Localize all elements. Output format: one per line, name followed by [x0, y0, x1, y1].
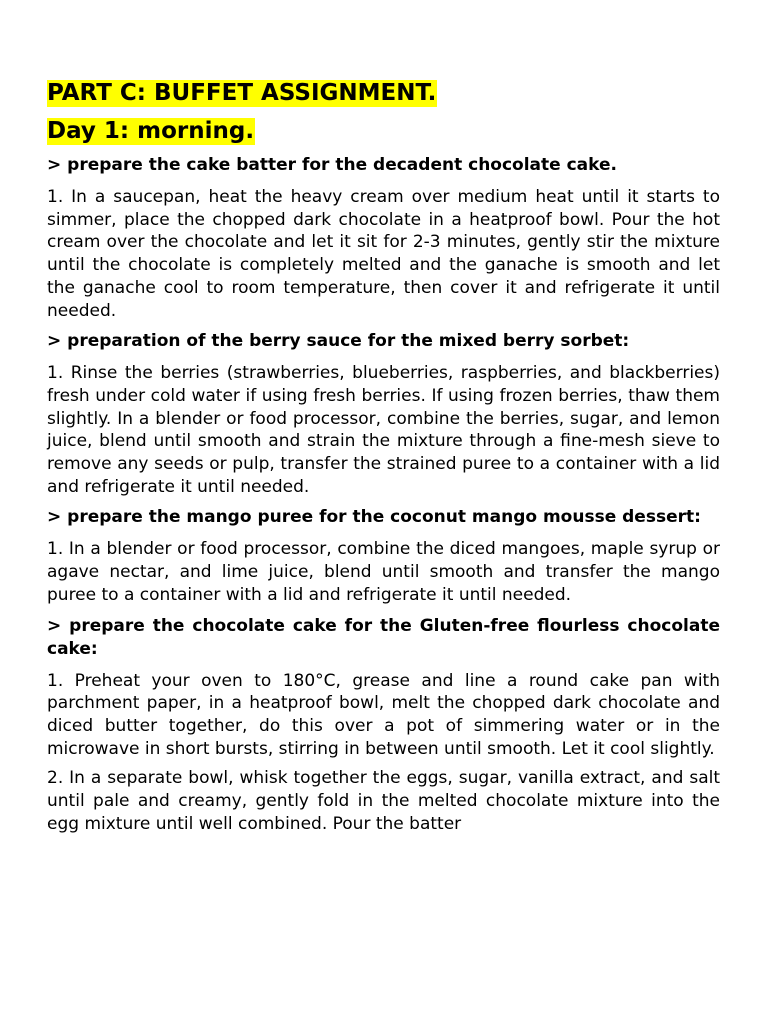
- section-heading-cake-batter: > prepare the cake batter for the decadent chocolate cake.: [47, 155, 617, 175]
- section-heading-chocolate-cake: > prepare the chocolate cake for the Gluten-free flourless chocolate cake:: [47, 615, 720, 659]
- document-title: [47, 76, 720, 110]
- section-heading-mango-puree: > prepare the mango puree for the coconut mango mousse dessert:: [47, 507, 701, 528]
- mango-puree-step-1: 1. In a blender or food processor, combine the diced mangoes, maple syrup or agave nectar, and lime juice, blend until smooth and transfer the mango puree to a container with a lid and refrigerate it until needed.: [47, 539, 720, 605]
- day-heading: [47, 114, 720, 148]
- section-heading-berry-sauce: > preparation of the berry sauce for the mixed berry sorbet:: [47, 331, 630, 352]
- document-page: [47, 76, 720, 835]
- document-title-text: PART C: BUFFET ASSIGNMENT.: [47, 80, 437, 106]
- chocolate-cake-step-1: 1. Preheat your oven to 180°C, grease and line a round cake pan with parchment paper, in a heatproof bowl, melt the chopped dark chocolate and diced butter together, do this over a pot of simmering water or in the microwave in short bursts, stirring in between until smooth. Let it cool slightly.: [47, 670, 720, 759]
- cake-batter-step-1: 1. In a saucepan, heat the heavy cream over medium heat until it starts to simmer, place the chopped dark chocolate in a heatproof bowl. Pour the hot cream over the chocolate and let it sit for 2-3 minutes, gently stir the mixture until the chocolate is completely melted and the ganache is smooth and let the ganache cool to room temperature, then cover it and refrigerate it until needed.: [47, 187, 720, 321]
- chocolate-cake-step-2: 2. In a separate bowl, whisk together the eggs, sugar, vanilla extract, and salt until pale and creamy, gently fold in the melted chocolate mixture into the egg mixture until well combined. Pour the batter: [47, 768, 720, 834]
- day-heading-text: Day 1: morning.: [47, 118, 255, 144]
- berry-sauce-step-1: 1. Rinse the berries (strawberries, blueberries, raspberries, and blackberries) fresh under cold water if using fresh berries. If using frozen berries, thaw them slightly. In a blender or food processor, combine the berries, sugar, and lemon juice, blend until smooth and strain the mixture through a fine-mesh sieve to remove any seeds or pulp, transfer the strained puree to a container with a lid and refrigerate it until needed.: [47, 363, 720, 497]
